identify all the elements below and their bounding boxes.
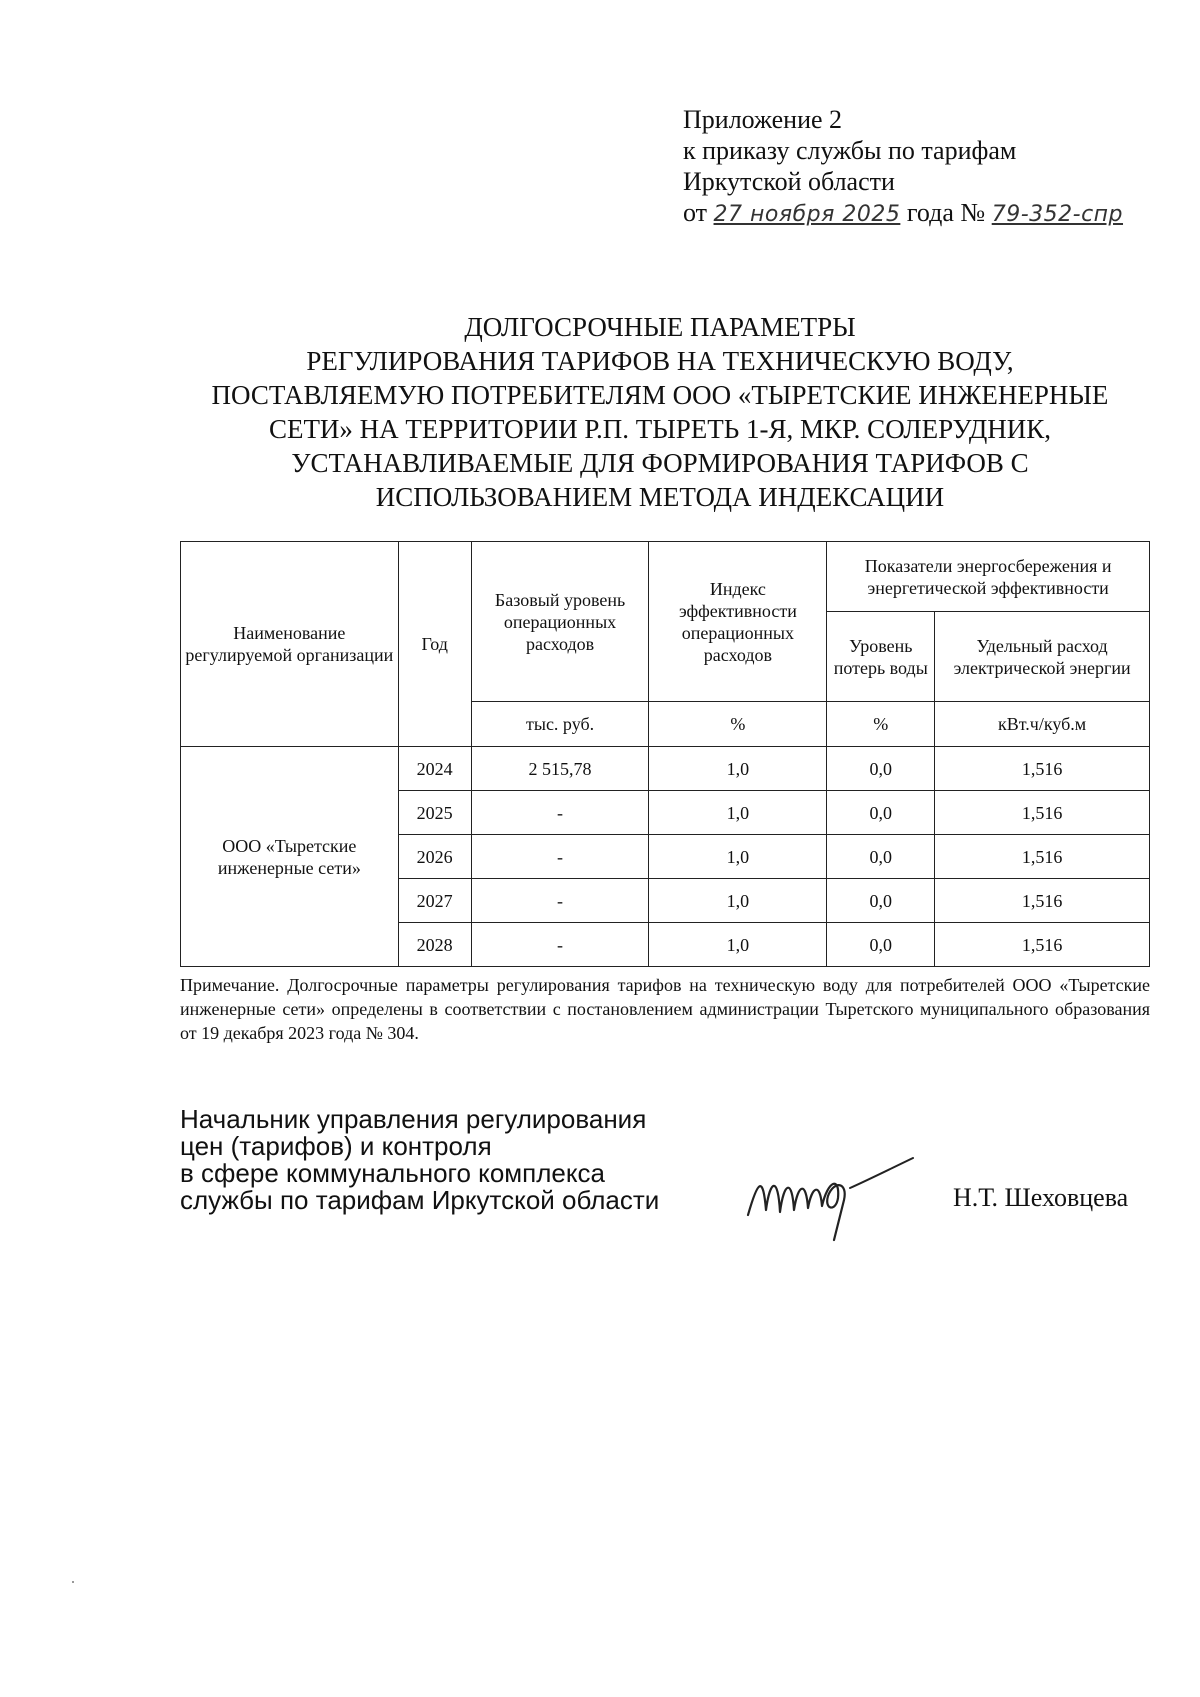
handwritten-order-number: 79-352-спр [991,202,1124,227]
specific-cell: 1,516 [935,879,1150,923]
unit-base: тыс. руб. [471,702,649,747]
losses-cell: 0,0 [827,747,935,791]
header-year: Год [398,542,471,747]
from-label: от [683,198,708,227]
document-title [160,310,1160,514]
index-cell: 1,0 [649,879,827,923]
year-cell: 2028 [398,923,471,967]
appendix-header [683,104,1123,230]
base-cell: - [471,791,649,835]
losses-cell: 0,0 [827,923,935,967]
specific-cell: 1,516 [935,791,1150,835]
specific-cell: 1,516 [935,923,1150,967]
header-energy-group: Показатели энергосбережения и энергетической эффективности [827,542,1150,612]
header-organization: Наименование регулируемой организации [181,542,399,747]
index-cell: 1,0 [649,835,827,879]
base-cell: - [471,835,649,879]
year-number-label: года № [906,198,986,227]
header-water-losses: Уровень потерь воды [827,612,935,702]
signer-line: службы по тарифам Иркутской области [180,1185,660,1215]
signer-line: в сфере коммунального комплекса [180,1158,605,1188]
handwritten-signature-icon [738,1140,948,1250]
title-line: СЕТИ» НА ТЕРРИТОРИИ Р.П. ТЫРЕТЬ 1-Я, МКР. СОЛЕРУДНИК, [268,414,1052,444]
signer-name: Н.Т. Шеховцева [953,1183,1129,1212]
title-line: ИСПОЛЬЗОВАНИЕМ МЕТОДА ИНДЕКСАЦИИ [375,482,945,512]
base-cell: - [471,923,649,967]
specific-cell: 1,516 [935,835,1150,879]
signer-position [180,1106,700,1214]
appendix-number: Приложение 2 [683,105,843,134]
title-line: ДОЛГОСРОЧНЫЕ ПАРАМЕТРЫ [464,312,856,342]
title-line: РЕГУЛИРОВАНИЯ ТАРИФОВ НА ТЕХНИЧЕСКУЮ ВОДУ, [306,346,1014,376]
title-line: УСТАНАВЛИВАЕМЫЕ ДЛЯ ФОРМИРОВАНИЯ ТАРИФОВ С [291,448,1029,478]
table-note: Примечание. Долгосрочные параметры регулирования тарифов на техническую воду для потребителей ООО «Тыретские инженерные сети» определены в соответствии с постановлением администрации Тыретского муниципального образования от 19 декабря 2023 года № 304. [180,975,1150,1043]
title-line: ПОСТАВЛЯЕМУЮ ПОТРЕБИТЕЛЯМ ООО «ТЫРЕТСКИЕ ИНЖЕНЕРНЫЕ [211,380,1109,410]
organization-cell: ООО «Тыретские инженерные сети» [181,747,399,967]
header-efficiency-index: Индекс эффективности операционных расходов [649,542,827,702]
losses-cell: 0,0 [827,835,935,879]
appendix-region: Иркутской области [683,167,895,196]
handwritten-date: 27 ноября 2025 [713,202,901,227]
unit-index: % [649,702,827,747]
table-row [181,747,1150,791]
signer-line: цен (тарифов) и контроля [180,1131,492,1161]
year-cell: 2025 [398,791,471,835]
losses-cell: 0,0 [827,791,935,835]
header-specific-consumption: Удельный расход электрической энергии [935,612,1150,702]
index-cell: 1,0 [649,747,827,791]
base-cell: - [471,879,649,923]
index-cell: 1,0 [649,923,827,967]
base-cell: 2 515,78 [471,747,649,791]
year-cell: 2027 [398,879,471,923]
unit-specific: кВт.ч/куб.м [935,702,1150,747]
year-cell: 2026 [398,835,471,879]
parameters-table [180,541,1150,967]
losses-cell: 0,0 [827,879,935,923]
unit-losses: % [827,702,935,747]
appendix-order-ref: к приказу службы по тарифам [683,136,1017,165]
specific-cell: 1,516 [935,747,1150,791]
appendix-date-line [683,197,1123,230]
year-cell: 2024 [398,747,471,791]
index-cell: 1,0 [649,791,827,835]
scan-speck [72,1581,74,1583]
signer-line: Начальник управления регулирования [180,1104,647,1134]
header-base-level: Базовый уровень операционных расходов [471,542,649,702]
